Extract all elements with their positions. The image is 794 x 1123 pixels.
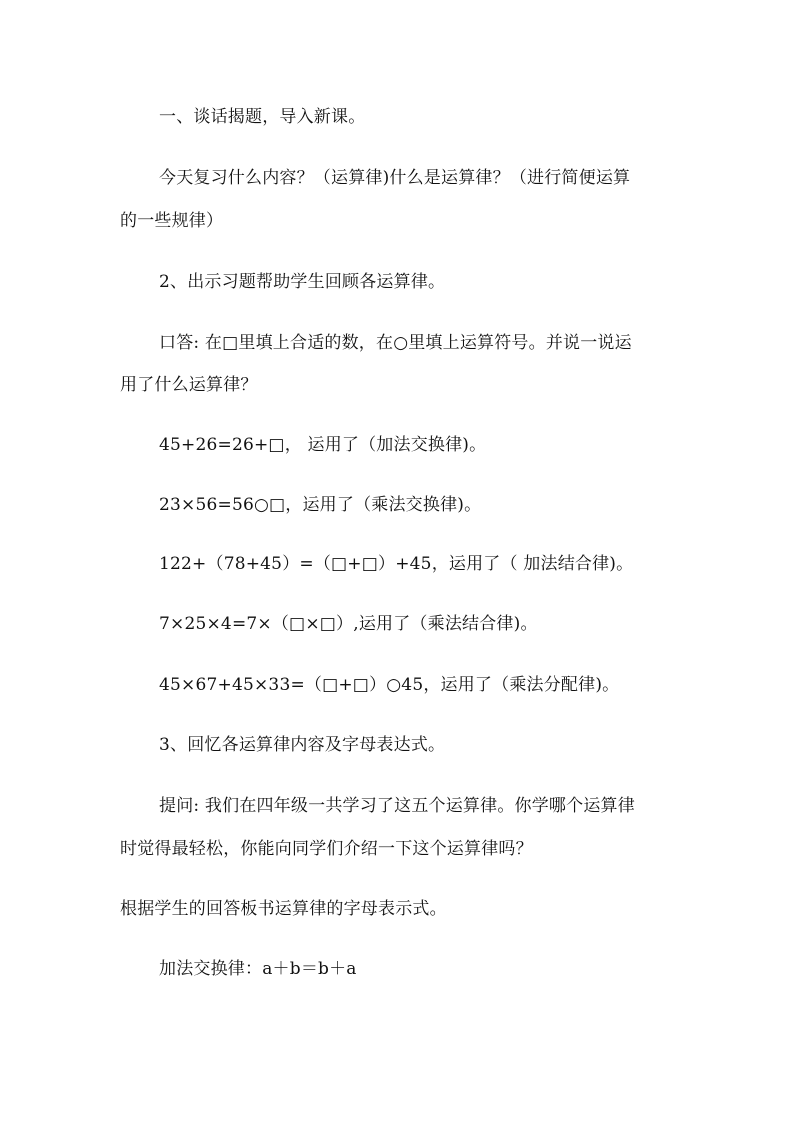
- exercise-line: 23×56=56○□，运用了（乘法交换律)。: [159, 495, 482, 515]
- paragraph-line: 今天复习什么内容？（运算律)什么是运算律？（进行简便运算: [159, 168, 631, 188]
- paragraph-line: 时觉得最轻松，你能向同学们介绍一下这个运算律吗？: [120, 839, 533, 859]
- paragraph-line: 根据学生的回答板书运算律的字母表示式。: [120, 899, 447, 919]
- paragraph-line: 提问: 我们在四年级一共学习了这五个运算律。你学哪个运算律: [159, 796, 635, 816]
- formula-line: 加法交换律：a＋b＝b＋a: [159, 959, 357, 979]
- section-heading-2: 2、出示习题帮助学生回顾各运算律。: [159, 272, 446, 292]
- section-heading-3: 3、回忆各运算律内容及字母表达式。: [159, 735, 446, 755]
- exercise-line: 45×67+45×33=（□+□）○45，运用了（乘法分配律)。: [159, 675, 620, 695]
- paragraph-line: 口答: 在□里填上合适的数，在○里填上运算符号。并说一说运: [159, 333, 632, 353]
- exercise-line: 7×25×4=7×（□×□）,运用了（乘法结合律)。: [159, 614, 538, 634]
- paragraph-line: 用了什么运算律？: [120, 375, 258, 395]
- paragraph-line: 的一些规律）: [120, 211, 224, 231]
- exercise-line: 122+（78+45）=（□+□）+45，运用了（ 加法结合律)。: [159, 554, 634, 574]
- exercise-line: 45+26=26+□， 运用了（加法交换律)。: [159, 435, 487, 455]
- section-heading-1: 一、谈话揭题，导入新课。: [159, 107, 366, 127]
